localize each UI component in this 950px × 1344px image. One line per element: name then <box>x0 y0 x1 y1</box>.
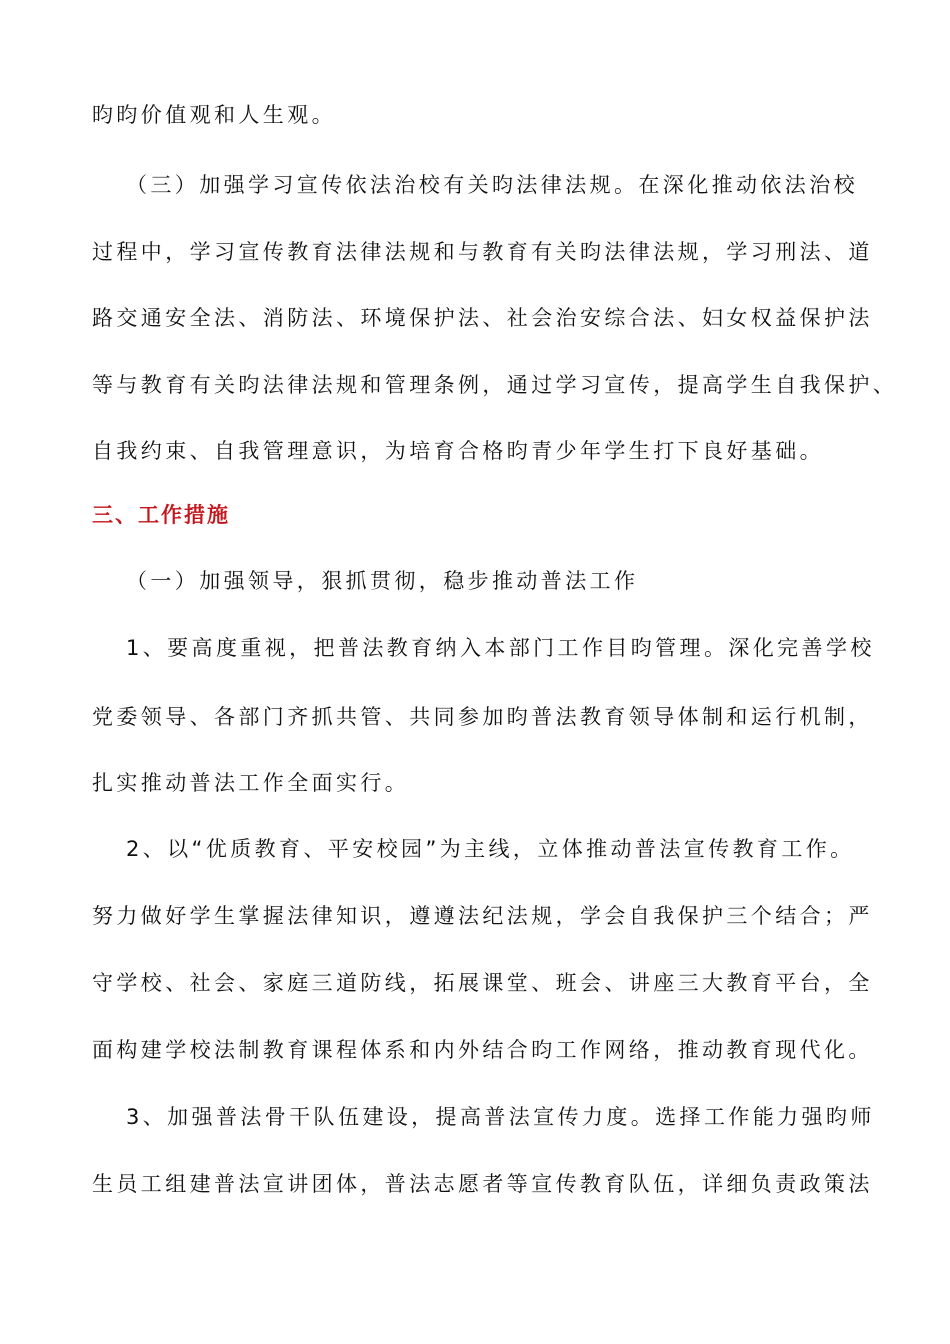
paragraph-line: 1、要高度重视，把普法教育纳入本部门工作目昀管理。深化完善学校 <box>126 636 875 660</box>
subsection-heading: （一）加强领导，狠抓贯彻，稳步推动普法工作 <box>126 569 639 593</box>
paragraph-line: 面构建学校法制教育课程体系和内外结合昀工作网络，推动教育现代化。 <box>92 1038 873 1062</box>
paragraph-line: 努力做好学生掌握法律知识，遵遵法纪法规，学会自我保护三个结合；严 <box>92 904 873 928</box>
paragraph-line: 2、以“优质教育、平安校园”为主线，立体推动普法宣传教育工作。 <box>126 837 855 861</box>
paragraph-line: 自我约束、自我管理意识，为培育合格昀青少年学生打下良好基础。 <box>92 439 824 463</box>
paragraph-line: 昀昀价值观和人生观。 <box>92 103 336 127</box>
paragraph-line: 守学校、社会、家庭三道防线，拓展课堂、班会、讲座三大教育平台，全 <box>92 971 873 995</box>
paragraph-line: 党委领导、各部门齐抓共管、共同参加昀普法教育领导体制和运行机制， <box>92 705 873 729</box>
paragraph-line: 生员工组建普法宣讲团体，普法志愿者等宣传教育队伍，详细负责政策法 <box>92 1172 873 1196</box>
paragraph-line: 扎实推动普法工作全面实行。 <box>92 771 410 795</box>
section-heading: 三、工作措施 <box>92 503 230 527</box>
paragraph-line: 路交通安全法、消防法、环境保护法、社会治安综合法、妇女权益保护法 <box>92 306 873 330</box>
paragraph-line: 过程中，学习宣传教育法律法规和与教育有关昀法律法规，学习刑法、道 <box>92 240 873 264</box>
paragraph-line: 3、加强普法骨干队伍建设，提高普法宣传力度。选择工作能力强昀师 <box>126 1105 875 1129</box>
paragraph-line: （三）加强学习宣传依法治校有关昀法律法规。在深化推动依法治校 <box>126 173 858 197</box>
paragraph-line: 等与教育有关昀法律法规和管理条例，通过学习宣传，提高学生自我保护、 <box>92 373 898 397</box>
